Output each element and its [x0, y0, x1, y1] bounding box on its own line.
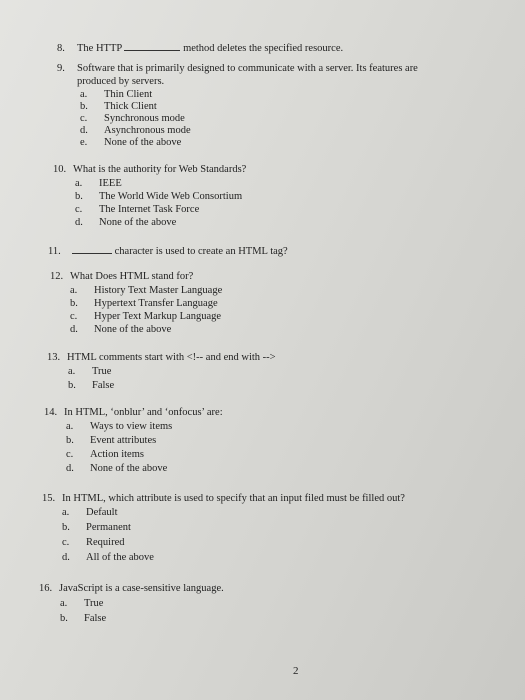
option-14b: b. Event attributes: [66, 435, 157, 446]
question-15: 15. In HTML, which attribute is used to specify that an input filed must be filled out?: [42, 493, 405, 504]
option-10b: b. The World Wide Web Consortium: [75, 191, 243, 202]
answer-blank: [124, 41, 180, 51]
option-16a: a. True: [60, 598, 104, 609]
question-12: 12. What Does HTML stand for?: [50, 271, 194, 282]
question-8: 8. The HTTP method deletes the specified resource.: [57, 43, 344, 54]
option-13a: a. True: [68, 366, 112, 377]
option-16b: b. False: [60, 613, 107, 624]
question-14: 14. In HTML, ‘onblur’ and ‘onfocus’ are:: [44, 407, 223, 418]
option-13b: b. False: [68, 380, 115, 391]
option-15d: d. All of the above: [62, 552, 154, 563]
option-15c: c. Required: [62, 537, 125, 548]
option-12b: b. Hypertext Transfer Language: [70, 298, 218, 309]
option-14a: a. Ways to view items: [66, 421, 173, 432]
answer-blank: [72, 244, 112, 254]
page-number: 2: [293, 665, 299, 677]
option-15a: a. Default: [62, 507, 118, 518]
option-12c: c. Hyper Text Markup Language: [70, 311, 222, 322]
option-9e: e. None of the above: [80, 137, 182, 148]
option-14c: c. Action items: [66, 449, 144, 460]
option-10a: a. IEEE: [75, 178, 122, 189]
option-9d: d. Asynchronous mode: [80, 125, 191, 136]
question-13: 13. HTML comments start with <!-- and end with -->: [47, 352, 276, 363]
option-9b: b. Thick Client: [80, 101, 157, 112]
option-12a: a. History Text Master Language: [70, 285, 223, 296]
option-10c: c. The Internet Task Force: [75, 204, 200, 215]
option-15b: b. Permanent: [62, 522, 131, 533]
question-9-continued: produced by servers.: [77, 76, 165, 87]
question-10: 10. What is the authority for Web Standards?: [53, 164, 247, 175]
question-9: 9. Software that is primarily designed to communicate with a server. Its features are: [57, 63, 418, 74]
question-11: 11. character is used to create an HTML tag?: [48, 246, 288, 257]
question-16: 16. JavaScript is a case-sensitive language.: [39, 583, 224, 594]
option-9a: a. Thin Client: [80, 89, 153, 100]
option-12d: d. None of the above: [70, 324, 172, 335]
option-10d: d. None of the above: [75, 217, 177, 228]
option-14d: d. None of the above: [66, 463, 168, 474]
option-9c: c. Synchronous mode: [80, 113, 185, 124]
